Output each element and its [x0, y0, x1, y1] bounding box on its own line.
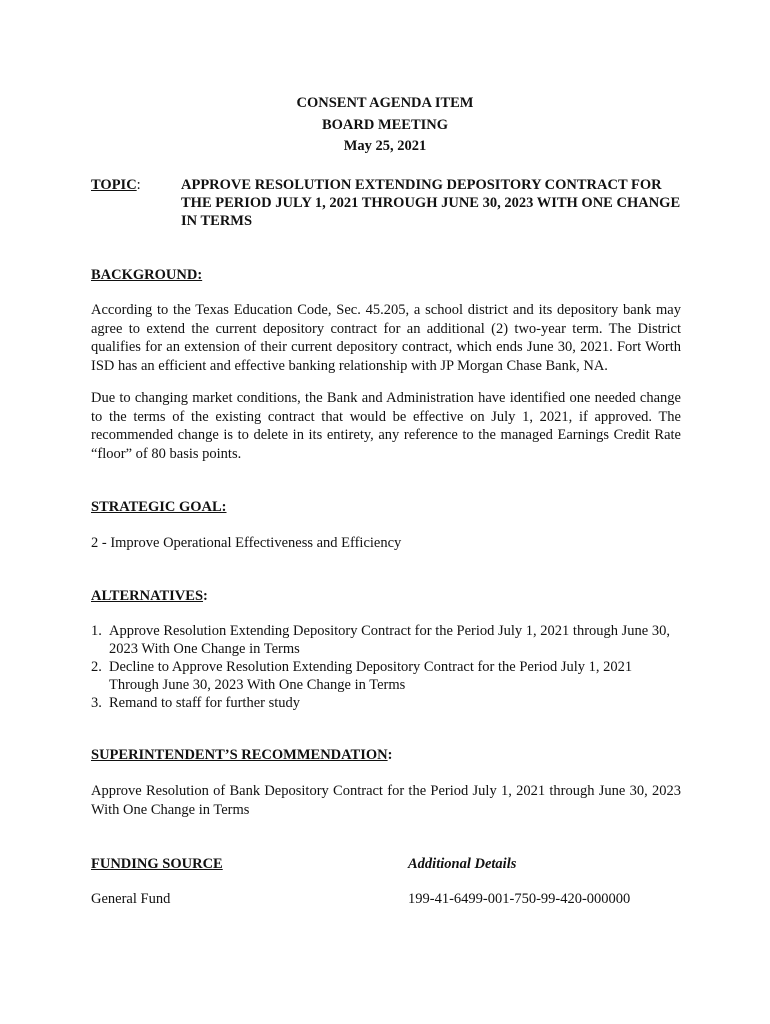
topic-label-colon: : — [136, 177, 141, 193]
funding-source-value: General Fund — [91, 891, 171, 907]
header-title: CONSENT AGENDA ITEM — [296, 95, 474, 111]
topic-label-text: TOPIC — [91, 177, 137, 193]
background-heading: BACKGROUND: — [91, 267, 203, 283]
alternatives-list — [91, 622, 681, 712]
topic-text: APPROVE RESOLUTION EXTENDING DEPOSITORY CONTRACT FOR THE PERIOD JULY 1, 2021 THROUGH JUNE 30, 2023 WITH ONE CHANGE IN TERMS — [181, 177, 681, 229]
funding-source-heading: FUNDING SOURCE — [91, 856, 223, 872]
header-meeting: BOARD MEETING — [321, 116, 449, 133]
account-code: 199-41-6499-001-750-99-420-000000 — [408, 891, 631, 907]
list-item-number: 2. — [91, 659, 102, 675]
list-item-number: 3. — [91, 695, 102, 711]
background-paragraph-1: According to the Texas Education Code, Sec. 45.205, a school district and its depository bank may agree to extend the current depository contract for an additional (2) two-year term. The District qualifies for an extension of their current depository contract, which ends June 30, 2021. Fort Worth ISD has an efficient and effective banking relationship with JP Morgan Chase Bank, NA. — [91, 302, 681, 374]
recommendation-text: Approve Resolution of Bank Depository Contract for the Period July 1, 2021 through June 30, 2023 With One Change in Terms — [91, 783, 681, 818]
strategic-goal-heading: STRATEGIC GOAL: — [91, 499, 227, 515]
list-item-text: Approve Resolution Extending Depository Contract for the Period July 1, 2021 through June 30, 2023 With One Change in Terms — [109, 623, 670, 657]
list-item-number: 1. — [91, 623, 102, 639]
background-paragraph-2: Due to changing market conditions, the Bank and Administration have identified one needed change to the terms of the existing contract that would be effective on July 1, 2021, if approved. The recommended change is to delete in its entirety, any reference to the managed Earnings Credit Rate “floor” of 80 basis points. — [91, 390, 681, 462]
header-date: May 25, 2021 — [343, 138, 427, 154]
strategic-goal-text: 2 - Improve Operational Effectiveness and Efficiency — [91, 535, 402, 551]
topic-label — [91, 176, 141, 194]
list-item — [91, 622, 681, 658]
recommendation-heading-colon: : — [387, 747, 393, 763]
list-item — [91, 694, 681, 712]
alternatives-heading-colon: : — [203, 588, 208, 604]
recommendation-heading-text: SUPERINTENDENT’S RECOMMENDATION — [91, 747, 388, 763]
alternatives-heading — [91, 587, 208, 605]
additional-details-heading: Additional Details — [408, 856, 517, 872]
list-item-text: Decline to Approve Resolution Extending Depository Contract for the Period July 1, 2021 Through June 30, 2023 With One Change in Terms — [109, 659, 633, 693]
alternatives-heading-text: ALTERNATIVES — [91, 588, 204, 604]
list-item-text: Remand to staff for further study — [109, 695, 301, 711]
recommendation-heading — [91, 746, 392, 764]
list-item — [91, 658, 681, 694]
document-header — [0, 93, 770, 158]
